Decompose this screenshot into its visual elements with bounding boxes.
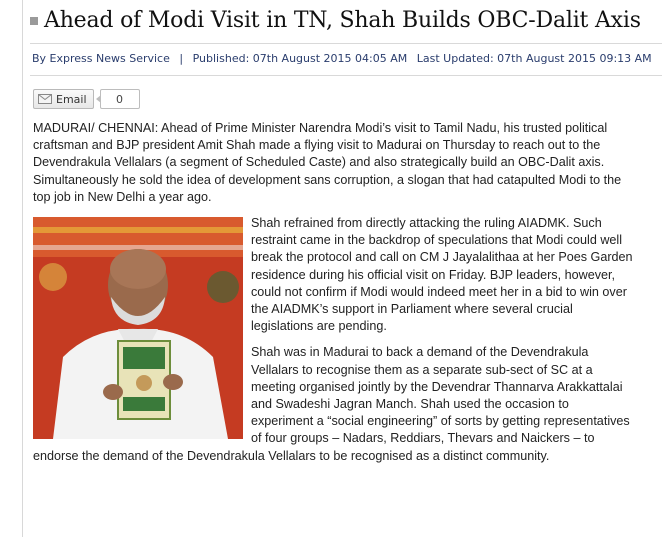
byline-divider xyxy=(30,75,662,76)
share-count: 0 xyxy=(100,89,140,109)
article-paragraph: MADURAI/ CHENNAI: Ahead of Prime Minister Narendra Modi’s visit to Tamil Nadu, his trusted political craftsman and BJP president Amit Shah made a flying visit to Madurai on Thursday to reach out to the Devendrakula Vellalars (a segment of Scheduled Caste) and also strategically build an OBC-Dalit axis. Simultaneously he sold the idea of development sans corruption, a slogan that had catapulted Modi to the top job in New Delhi a year ago. xyxy=(33,121,622,204)
envelope-icon xyxy=(38,94,52,104)
amit-shah-photo-illustration xyxy=(33,217,243,439)
updated-date: Last Updated: 07th August 2015 09:13 AM xyxy=(416,52,652,65)
page-border xyxy=(22,0,23,537)
published-date: Published: 07th August 2015 04:05 AM xyxy=(192,52,408,65)
article-paragraph: Shah refrained from directly attacking the ruling AIADMK. Such restraint came in the backdrop of speculations that Modi could well break the protocol and call on CM J Jayalalithaa at her Poes Garden residence during his official visit on Friday. BJP leaders, however, could not confirm if Modi would indeed meet her in a bid to win over the AIADMK’s support in Parliament where several crucial legislations are pending. xyxy=(251,216,633,334)
byline xyxy=(32,52,652,65)
share-bar xyxy=(33,89,140,109)
headline-divider xyxy=(30,43,662,44)
email-label: Email xyxy=(56,92,87,106)
headline-bullet-icon xyxy=(30,17,38,25)
article-headline: Ahead of Modi Visit in TN, Shah Builds OBC-Dalit Axis xyxy=(44,8,641,33)
article-photo xyxy=(33,217,243,439)
headline-row xyxy=(30,8,641,33)
byline-separator: | xyxy=(179,52,184,65)
article-body xyxy=(33,120,633,474)
article-paragraph: Shah was in Madurai to back a demand of the Devendrakula Vellalars to recognise them as a separate sub-sect of SC at a meeting organised jointly by the Devendrar Thannarva Arakkattalai and Swadeshi Jagran Manch. Shah used the occasion to experiment a “social engineering” of sorts by getting representatives of four groups – Nadars, Reddiars, Thevars and Naickers – to endorse the demand of the Devendrakula Vellalars to be recognised as a distinct community. xyxy=(33,345,630,463)
author: By Express News Service xyxy=(32,52,170,65)
email-button[interactable] xyxy=(33,89,94,109)
